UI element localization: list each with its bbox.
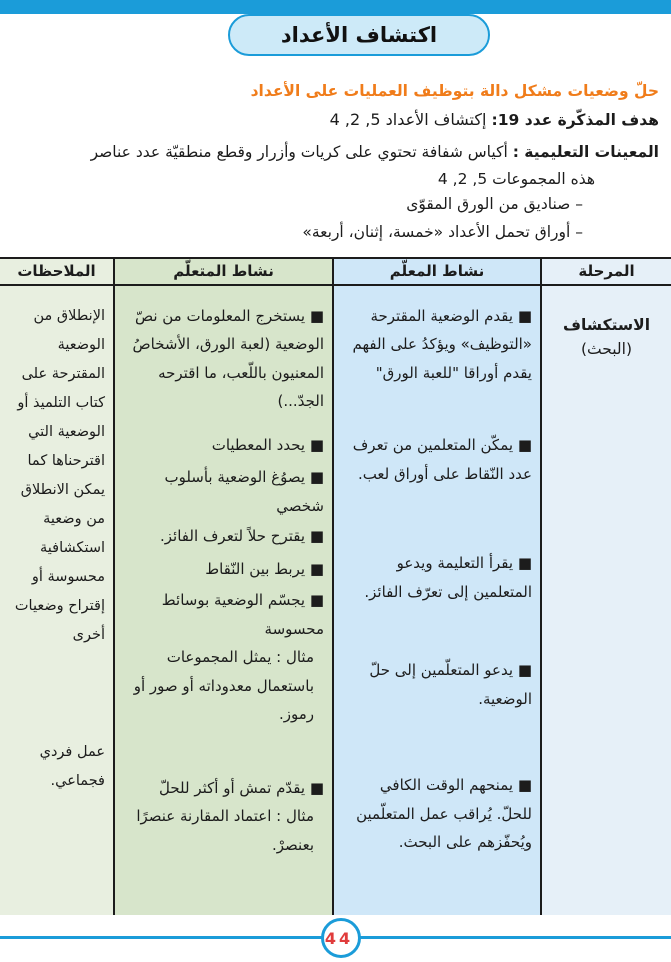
- teacher-activity-cell: [334, 286, 542, 915]
- header-cell-teacher: نشاط المعلّم: [334, 259, 542, 284]
- lesson-header: [0, 56, 671, 247]
- header-cell-notes: الملاحظات: [0, 259, 115, 284]
- teacher-item: ■ يقدم الوضعية المقترحة «التوظيف» ويؤكدُ على الفهم يقدم أوراقا "للعبة الورق": [352, 306, 532, 382]
- page-title: [228, 14, 490, 56]
- teacher-item: ■ يدعو المتعلّمين إلى حلّ الوضعية.: [369, 661, 532, 708]
- stage-name: الاستكشاف: [562, 315, 651, 334]
- stage-subname: (البحث): [580, 339, 633, 358]
- notes-paragraph: عمل فردي فجماعي.: [39, 743, 105, 789]
- page-number: 44: [324, 928, 354, 948]
- teaching-aids-label: المعينات التعليمية :: [512, 143, 659, 162]
- page-title-text: اكتشاف الأعداد: [280, 23, 438, 47]
- teaching-aids-line: [10, 140, 659, 164]
- skill-statement: حلّ وضعيات مشكل دالة بتوظيف العمليات على الأعداد: [250, 82, 659, 100]
- stage-cell: [542, 286, 671, 915]
- learner-item: [121, 774, 324, 860]
- page-footer: [0, 916, 671, 962]
- notes-paragraph: الإنطلاق من الوضعية المقترحة على كتاب التلميذ أو الوضعية التي اقترحناها كما يمكن الانطلاق من وضعية استكشافية محسوسة أو إقتراح وضعيات أخرى: [14, 307, 105, 643]
- teaching-aids-text: أكياس شفافة تحتوي على كريات وأزرار وقطع منطقيّة عدد عناصر: [90, 143, 508, 162]
- teacher-item: ■ يقرأ التعليمة ويدعو المتعلمين إلى تعرّف الفائز.: [364, 554, 532, 601]
- teaching-aids-item-1: – صناديق من الورق المقوّى: [406, 195, 583, 214]
- learner-item: [121, 586, 324, 729]
- teaching-aids-item-2: – أوراق تحمل الأعداد «خمسة، إثنان، أربعة»: [302, 222, 583, 241]
- memo-goal-label: هدف المذكّرة عدد 19:: [491, 111, 659, 130]
- teacher-item: ■ يمكّن المتعلمين من تعرف عدد النّقاط على أوراق لعب.: [352, 436, 532, 483]
- learner-item-text: ■ يقدّم تمش أو أكثر للحلّ: [158, 778, 324, 797]
- notes-cell: [0, 286, 115, 915]
- learner-item-example: مثال : اعتماد المقارنة عنصرًا بعنصرْ.: [136, 807, 314, 854]
- teacher-item: ■ يمنحهم الوقت الكافي للحلّ. يُراقب عمل المتعلّمين ويُحفّزهم على البحث.: [356, 776, 532, 852]
- teaching-aids-continuation: هذه المجموعات 5, 2, 4: [437, 170, 595, 189]
- lesson-table: [0, 257, 671, 915]
- learner-activity-cell: [115, 286, 334, 915]
- header-cell-stage: المرحلة: [542, 259, 671, 284]
- table-body-row: [0, 286, 671, 915]
- learner-item: ■ يقترح حلاً لتعرف الفائز.: [160, 527, 324, 546]
- learner-item-text: ■ يجسّم الوضعية بوسائط محسوسة: [161, 591, 324, 638]
- top-banner-bar: [0, 0, 671, 14]
- learner-item: ■ يصوُغ الوضعية بأسلوب شخصي: [164, 468, 324, 515]
- header-cell-learner: نشاط المتعلّم: [115, 259, 334, 284]
- memo-goal-text: إكتشاف الأعداد 5, 2, 4: [329, 110, 487, 130]
- page-number-badge: [321, 918, 361, 958]
- learner-item: ■ يستخرج المعلومات من نصّ الوضعية (لعبة الورق، الأشخاصُ المعنيون باللّعب، ما اقترحه الجدّ...): [132, 306, 324, 411]
- learner-item: ■ يربط بين النّقاط: [205, 559, 324, 578]
- table-header-row: [0, 257, 671, 286]
- memo-goal-line: [10, 108, 659, 133]
- learner-item: ■ يحدد المعطيات: [211, 435, 324, 454]
- learner-item-example: مثال : يمثل المجموعات باستعمال معدوداته أو صور أو رموز.: [133, 648, 314, 724]
